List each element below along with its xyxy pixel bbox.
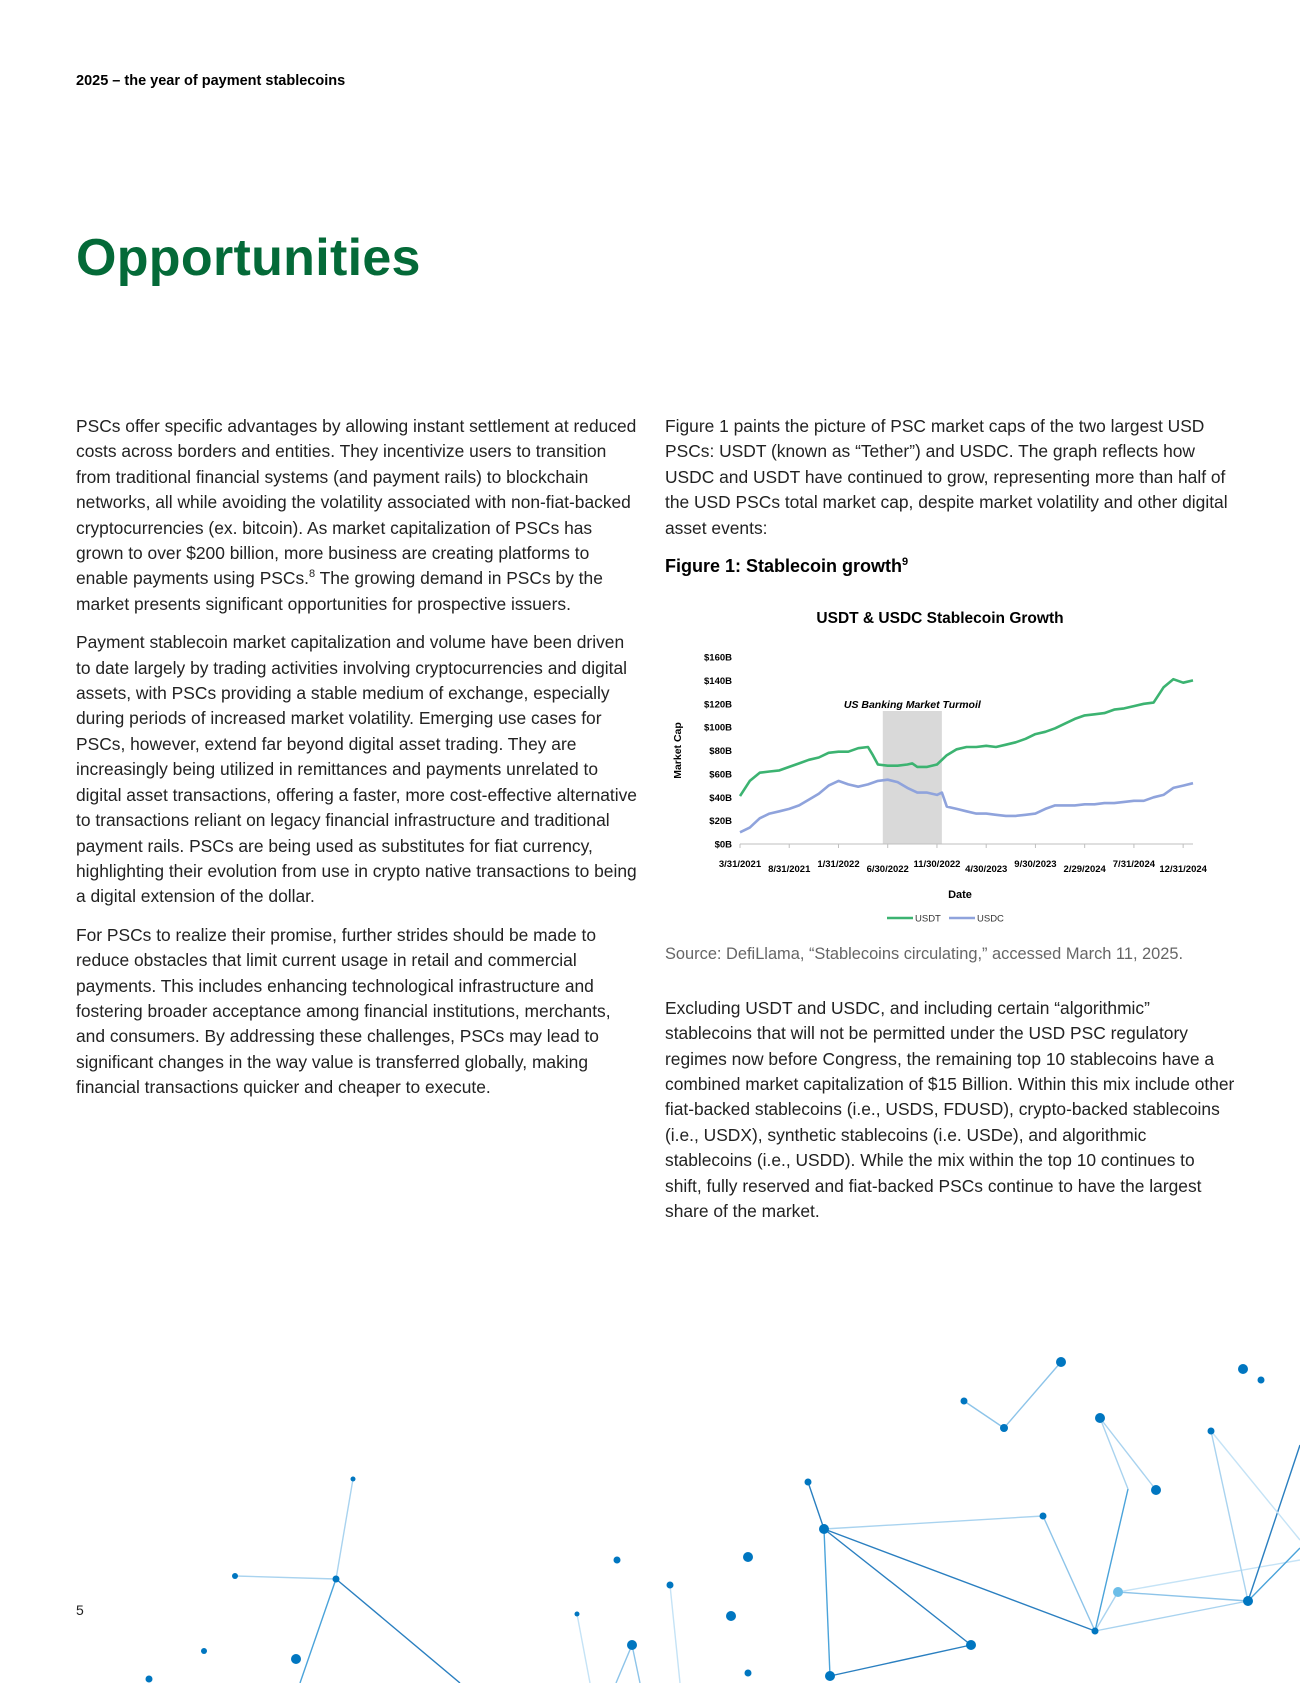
stablecoin-growth-chart (665, 593, 1235, 938)
chart-svg (665, 593, 1235, 938)
page-number: 5 (76, 1602, 84, 1618)
legend-label-usdt: USDT (915, 913, 941, 925)
y-tick-label: $0B (714, 839, 732, 851)
x-tick-label: 8/31/2021 (768, 864, 811, 876)
shaded-region-label: US Banking Market Turmoil (843, 699, 981, 712)
figure-title (665, 554, 1235, 579)
series-line-usdt (740, 680, 1193, 797)
x-tick-label: 1/31/2022 (817, 859, 860, 871)
y-tick-label: $80B (709, 746, 732, 758)
paragraph-use-cases: Payment stablecoin market capitalization and volume have been driven to date largely by trading activities involving cryptocurrencies and digital assets, with PSCs providing a stable medium of exchange, especially during periods of increased market volatility. Emerging use cases for PSCs, however, extend far beyond digital asset trading. They are increasingly being utilized in remittances and payments unrelated to digital asset transactions, offering a faster, more cost-effective alternative to transactions reliant on legacy financial infrastructure and traditional payment rails. PSCs are being used as substitutes for fiat currency, highlighting their evolution from use in crypto native transactions to being a digital extension of the dollar. (76, 632, 637, 907)
x-tick-label: 4/30/2023 (965, 864, 1008, 876)
paragraph-advantages (76, 414, 641, 617)
paragraph-advantages-text: PSCs offer specific advantages by allowing instant settlement at reduced costs across borders and entities. They incentivize users to transition from traditional financial systems (and payment rails) to blockchain networks, all while avoiding the volatility associated with non-fiat-backed cryptocurrencies (ex. bitcoin). As market capitalization of PSCs has grown to over $200 billion, more business are creating platforms to enable payments using PSCs. (76, 416, 637, 589)
left-column (76, 414, 641, 1114)
x-tick-label: 2/29/2024 (1063, 864, 1106, 876)
x-tick-label: 3/31/2021 (718, 859, 762, 871)
shaded-region (883, 711, 942, 844)
figure-label: Figure 1: Stablecoin growth (665, 556, 903, 577)
footnote-ref-8[interactable]: 8 (308, 568, 316, 581)
footnote-ref-9[interactable]: 9 (902, 556, 909, 569)
figure-source: Source: DefiLlama, “Stablecoins circulating,” accessed March 11, 2025. (665, 945, 1184, 964)
y-tick-label: $160B (704, 652, 732, 664)
y-tick-label: $40B (709, 793, 732, 805)
x-tick-label: 7/31/2024 (1112, 859, 1156, 871)
paragraph-figure-intro: Figure 1 paints the picture of PSC market caps of the two largest USD PSCs: USDT (known as “Tether”) and USDC. The graph reflects how USDC and USDT have continued to grow, representing more than half of the USD PSCs total market cap, despite market volatility and other digital asset events: (665, 416, 1228, 538)
y-tick-label: $20B (709, 816, 732, 828)
series-line-usdc (740, 780, 1193, 833)
y-tick-label: $140B (704, 676, 732, 688)
x-axis-label: Date (948, 889, 972, 902)
legend-label-usdc: USDC (977, 913, 1004, 925)
x-tick-label: 11/30/2022 (913, 859, 961, 871)
paragraph-top10: Excluding USDT and USDC, and including certain “algorithmic” stablecoins that will not be permitted under the USD PSC regulatory regimes now before Congress, the remaining top 10 stablecoins have a combined market capitalization of $15 Billion. Within this mix include other fiat-backed stablecoins (i.e., USDS, FDUSD), crypto-backed stablecoins (i.e., USDX), synthetic stablecoins (i.e. USDe), and algorithmic stablecoins (i.e., USDD). While the mix within the top 10 continues to shift, fully reserved and fiat-backed PSCs continue to have the largest share of the market. (665, 997, 1235, 1222)
x-tick-label: 6/30/2022 (866, 864, 909, 876)
paragraph-obstacles: For PSCs to realize their promise, further strides should be made to reduce obstacles that limit current usage in retail and commercial payments. This includes enhancing technological infrastructure and fostering broader acceptance among financial institutions, merchants, and consumers. By addressing these challenges, PSCs may lead to significant changes in the way value is transferred globally, making financial transactions quicker and cheaper to execute. (76, 924, 611, 1098)
y-axis-label: Market Cap (672, 722, 684, 780)
section-title: Opportunities (76, 229, 421, 287)
chart-title: USDT & USDC Stablecoin Growth (816, 610, 1064, 628)
paragraph-advantages-tail: The growing demand in PSCs by the market presents significant opportunities for prospective issuers. (76, 568, 603, 614)
running-header: 2025 – the year of payment stablecoins (76, 73, 346, 89)
right-column (665, 414, 1235, 1238)
x-tick-label: 12/31/2024 (1159, 864, 1207, 876)
y-tick-label: $100B (704, 723, 732, 735)
y-tick-label: $120B (704, 699, 732, 711)
y-tick-label: $60B (709, 769, 732, 781)
x-tick-label: 9/30/2023 (1014, 859, 1057, 871)
